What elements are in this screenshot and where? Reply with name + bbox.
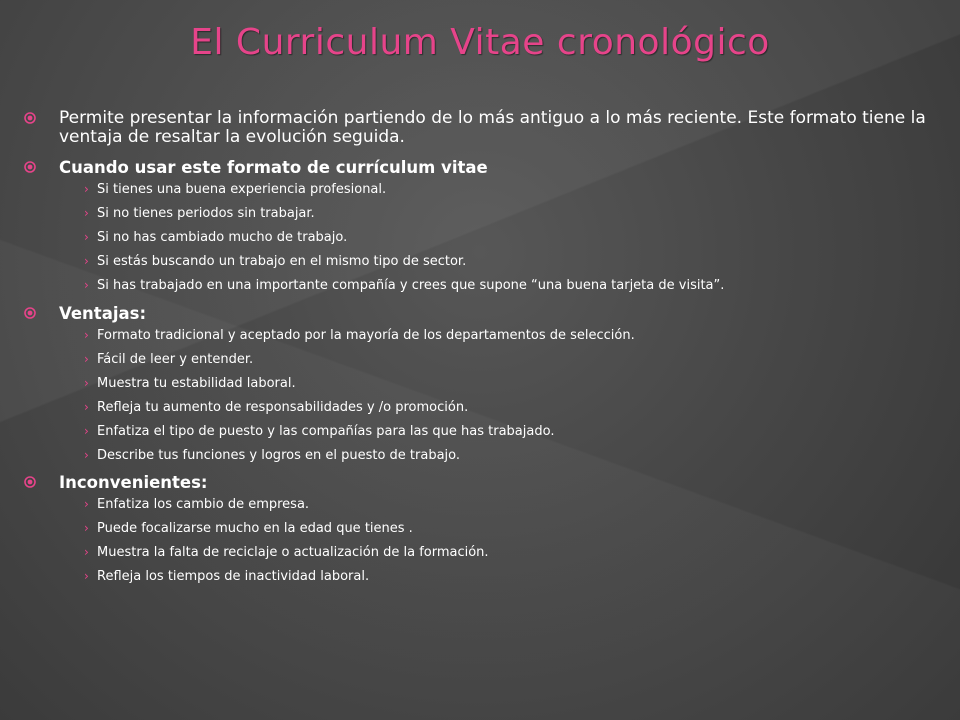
chevron-right-icon: › — [84, 327, 89, 342]
list-item — [24, 522, 934, 537]
list-item — [24, 546, 934, 561]
circle-bullet-icon — [24, 161, 36, 173]
circle-bullet-icon — [24, 476, 36, 488]
circle-bullet-icon — [24, 112, 36, 124]
slide-title: El Curriculum Vitae cronológico — [190, 22, 770, 63]
slide-content — [24, 109, 934, 595]
chevron-right-icon: › — [84, 497, 89, 511]
list-item — [24, 570, 934, 585]
chevron-right-icon: › — [84, 423, 89, 438]
intro-text: Permite presentar la información partiendo de lo más antiguo a lo más reciente. Este formato tiene la ventaja de resaltar la evolución seguida. — [59, 108, 926, 147]
list-item-text: Si no has cambiado mucho de trabajo. — [97, 230, 348, 245]
list-item — [24, 401, 934, 416]
chevron-right-icon: › — [84, 351, 89, 366]
list-item — [24, 207, 934, 222]
section-heading — [24, 473, 934, 492]
list-item-text: Si no tienes periodos sin trabajar. — [97, 206, 315, 221]
chevron-right-icon: › — [84, 447, 89, 462]
list-item — [24, 449, 934, 464]
list-item-text: Muestra la falta de reciclaje o actualización de la formación. — [97, 545, 489, 560]
list-item-text: Si has trabajado en una importante compañía y crees que supone “una buena tarjeta de visita”. — [97, 278, 725, 293]
list-item — [24, 498, 934, 513]
list-item-text: Formato tradicional y aceptado por la mayoría de los departamentos de selección. — [97, 327, 635, 343]
list-item-text: Refleja los tiempos de inactividad laboral. — [97, 569, 370, 584]
chevron-right-icon: › — [84, 182, 89, 196]
chevron-right-icon: › — [84, 399, 89, 414]
chevron-right-icon: › — [84, 375, 89, 390]
list-item — [24, 231, 934, 246]
chevron-right-icon: › — [84, 206, 89, 220]
chevron-right-icon: › — [84, 521, 89, 535]
list-item — [24, 353, 934, 368]
list-item — [24, 425, 934, 440]
list-item — [24, 329, 934, 344]
list-item-text: Muestra tu estabilidad laboral. — [97, 375, 296, 391]
chevron-right-icon: › — [84, 254, 89, 268]
list-item — [24, 279, 934, 294]
list-item-text: Puede focalizarse mucho en la edad que tienes . — [97, 521, 413, 536]
section-list — [24, 158, 934, 585]
list-item-text: Si estás buscando un trabajo en el mismo tipo de sector. — [97, 254, 467, 269]
list-item-text: Enfatiza el tipo de puesto y las compañías para las que has trabajado. — [97, 423, 555, 439]
section-heading-text: Ventajas: — [59, 303, 147, 323]
list-item-text: Enfatiza los cambio de empresa. — [97, 497, 310, 512]
chevron-right-icon: › — [84, 545, 89, 559]
chevron-right-icon: › — [84, 569, 89, 583]
list-item-text: Describe tus funciones y logros en el puesto de trabajo. — [97, 447, 461, 463]
list-item — [24, 255, 934, 270]
section-heading — [24, 158, 934, 177]
section-heading-text: Inconvenientes: — [59, 473, 208, 492]
list-item-text: Refleja tu aumento de responsabilidades y /o promoción. — [97, 399, 469, 415]
list-item — [24, 377, 934, 392]
section-heading-text: Cuando usar este formato de currículum vitae — [59, 158, 488, 177]
intro-bullet — [24, 109, 934, 147]
list-item-text: Fácil de leer y entender. — [97, 351, 254, 367]
chevron-right-icon: › — [84, 278, 89, 292]
list-item — [24, 183, 934, 198]
circle-bullet-icon — [24, 307, 36, 319]
chevron-right-icon: › — [84, 230, 89, 244]
section-heading — [24, 304, 934, 323]
list-item-text: Si tienes una buena experiencia profesional. — [97, 182, 387, 197]
